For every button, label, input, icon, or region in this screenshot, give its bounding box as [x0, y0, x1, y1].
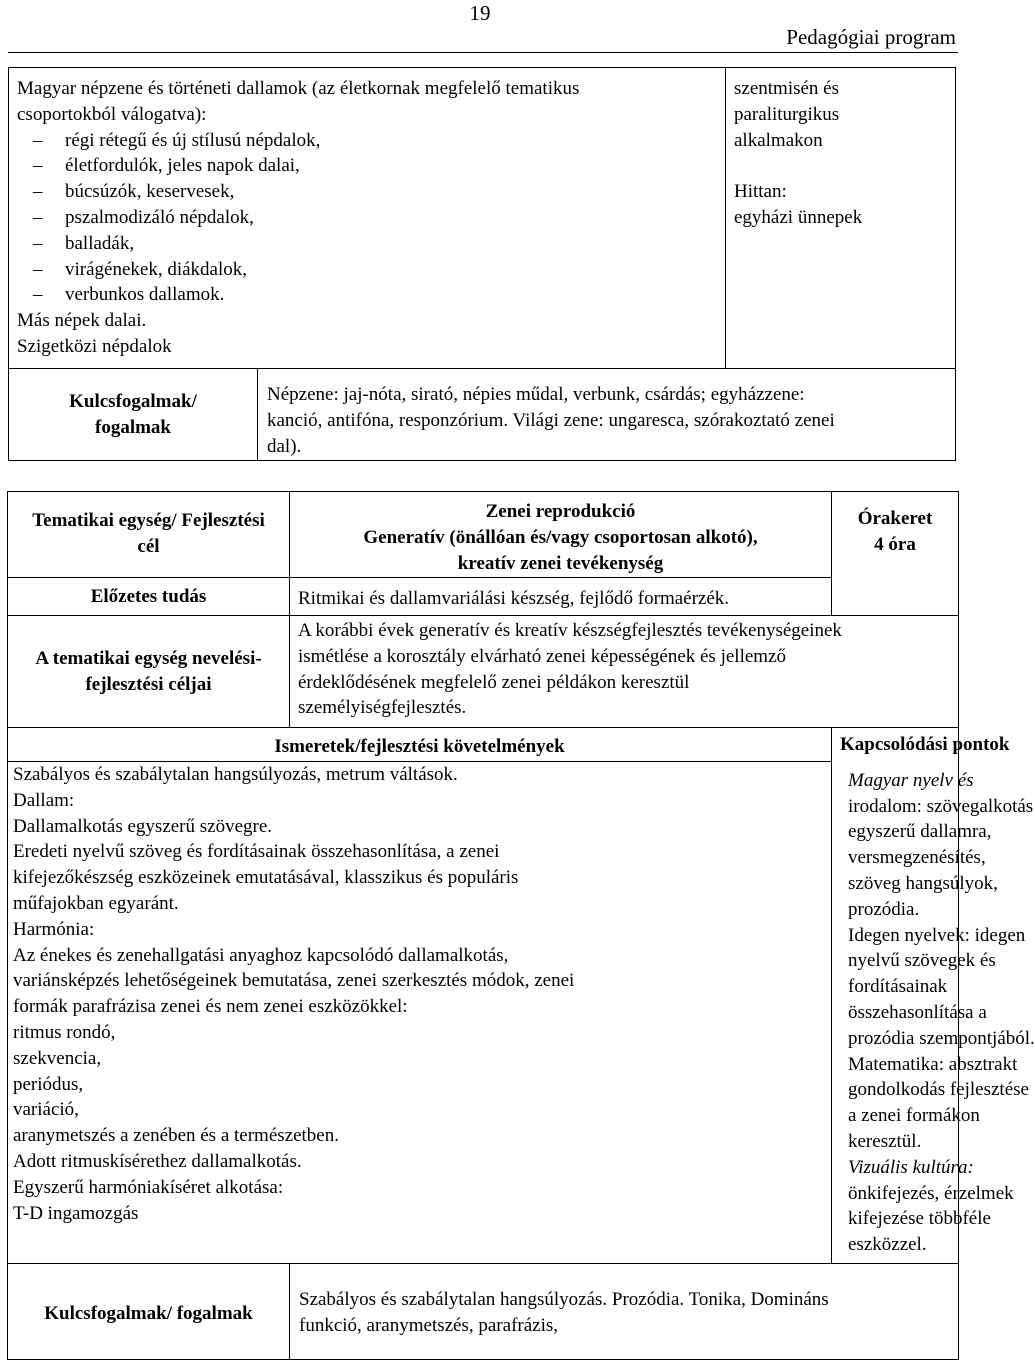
requirement-line: Adott ritmuskísérethez dallamalkotás.	[13, 1150, 302, 1172]
content-list-item: – virágénekek, diákdalok,	[17, 257, 717, 283]
connection-line: gondolkodás fejlesztése	[848, 1079, 1029, 1101]
hours-value: 4 óra	[874, 533, 916, 555]
requirement-line: Szabályos és szabálytalan hangsúlyozás, metrum váltások.	[13, 764, 458, 785]
content-row	[9, 68, 956, 369]
goals-line: személyiségfejlesztés.	[298, 697, 467, 719]
running-header-title: Pedagógiai program	[786, 25, 956, 49]
unit-title-label-line: cél	[137, 535, 160, 557]
requirement-line: Harmónia:	[13, 918, 95, 940]
key-concepts-label-cell	[9, 369, 258, 461]
connection-line: Idegen nyelvek: idegen	[848, 924, 1026, 946]
requirement-line: T-D ingamozgás	[13, 1202, 139, 1224]
unit-title-line: Generatív (önállóan és/vagy csoportosan alkotó),	[363, 526, 758, 548]
unit-title-cell	[290, 492, 832, 578]
content-list-item: – balladák,	[17, 231, 717, 257]
connection-line: kifejezése többféle	[848, 1208, 991, 1230]
requirement-line: Egyszerű harmóniakíséret alkotása:	[13, 1176, 284, 1198]
prior-knowledge-label: Előzetes tudás	[90, 585, 207, 607]
prior-knowledge-cell	[290, 578, 832, 616]
unit-title-label-cell	[8, 492, 290, 578]
prior-knowledge-text: Ritmikai és dallamvariálási készség, fejlődő formaérzék.	[298, 587, 730, 609]
connection-line: Matematika: absztrakt	[848, 1053, 1018, 1075]
content-intro-line: csoportokból válogatva):	[17, 103, 207, 125]
previous-unit-table	[8, 67, 956, 461]
connections-header: Kapcsolódási pontok	[840, 734, 1010, 755]
connection-line: szöveg hangsúlyok,	[848, 872, 998, 894]
unit-key-concepts-line: Szabályos és szabálytalan hangsúlyozás. Prozódia. Tonika, Domináns	[299, 1289, 829, 1310]
unit-key-concepts-cell	[290, 1264, 959, 1360]
connection-line: Hittan:	[734, 181, 787, 203]
requirement-line: kifejezőkészség eszközeinek emutatásával, klasszikus és populáris	[13, 867, 519, 889]
requirement-line: Dallamalkotás egyszerű szövegre.	[13, 815, 273, 837]
connections-cell	[726, 68, 956, 369]
connection-line: eszközzel.	[848, 1234, 927, 1256]
connection-line: alkalmakon	[734, 129, 823, 151]
connection-line: összehasonlítása a	[848, 1001, 987, 1023]
content-cell	[9, 68, 726, 369]
requirement-line: variánsképzés lehetőségeinek bemutatása, zenei szerkesztés módok, zenei	[13, 970, 575, 992]
content-tail-line: Szigetközi népdalok	[17, 335, 172, 357]
requirements-header: Ismeretek/fejlesztési követelmények	[274, 735, 565, 757]
prior-knowledge-row	[8, 578, 959, 616]
key-concepts-label-line: Kulcsfogalmak/	[69, 390, 197, 412]
connections-cell	[832, 728, 1035, 1264]
connection-line: önkifejezés, érzelmek	[848, 1182, 1014, 1204]
goals-label-line: A tematikai egység nevelési-	[35, 647, 262, 669]
requirements-row	[8, 762, 959, 1264]
hours-cell	[832, 492, 959, 616]
unit-key-concepts-label: Kulcsfogalmak/ fogalmak	[44, 1302, 253, 1324]
connection-line: egyszerű dallamra,	[848, 821, 992, 843]
requirement-line: szekvencia,	[13, 1047, 102, 1069]
connection-line: keresztül.	[848, 1130, 922, 1152]
unit-title-line: Zenei reprodukció	[485, 501, 636, 522]
requirement-line: periódus,	[13, 1073, 84, 1095]
key-concepts-label-line: fogalmak	[95, 416, 171, 438]
hours-label: Órakeret	[857, 508, 933, 529]
content-list-item: – verbunkos dallamok.	[17, 282, 717, 308]
connection-line: a zenei formákon	[848, 1105, 980, 1127]
connection-line: Magyar nyelv és	[848, 769, 974, 791]
content-tail-line: Más népek dalai.	[17, 310, 147, 332]
connections-list	[848, 768, 1035, 1258]
unit-title-label-line: Tematikai egység/ Fejlesztési	[32, 510, 265, 531]
key-concepts-row	[9, 369, 956, 461]
connection-line: prozódia szempontjából.	[848, 1027, 1035, 1049]
content-intro-line: Magyar népzene és történeti dallamok (az életkornak megfelelő tematikus	[17, 78, 580, 99]
key-concepts-line: dal).	[267, 435, 302, 457]
prior-knowledge-label-cell	[8, 578, 290, 616]
spacer	[734, 153, 947, 179]
content-list-item: – régi rétegű és új stílusú népdalok,	[17, 128, 717, 154]
header-rule	[8, 52, 958, 53]
connection-line: Vizuális kultúra:	[848, 1156, 974, 1178]
connection-line: paraliturgikus	[734, 103, 840, 125]
content-list-item: – életfordulók, jeles napok dalai,	[17, 153, 717, 179]
connection-line: szentmisén és	[734, 78, 840, 99]
connection-line: irodalom: szövegalkotás	[848, 795, 1034, 817]
goals-label-line: fejlesztési céljai	[85, 673, 212, 695]
requirements-cell	[8, 762, 832, 1264]
key-concepts-line: Népzene: jaj-nóta, sirató, népies műdal, verbunk, csárdás; egyházzene:	[267, 384, 805, 405]
requirement-line: műfajokban egyaránt.	[13, 892, 179, 914]
goals-label-cell	[8, 616, 290, 728]
content-list-item: – búcsúzók, keservesek,	[17, 179, 717, 205]
goals-line: ismétlése a korosztály elvárható zenei képességének és jellemző	[298, 645, 786, 667]
connection-line: prozódia.	[848, 898, 920, 920]
connection-line: fordításainak	[848, 976, 948, 998]
requirement-line: Dallam:	[13, 789, 75, 811]
requirements-list	[13, 762, 823, 1226]
page-number: 19	[469, 1, 491, 25]
requirements-header-row	[8, 728, 959, 762]
requirement-line: aranymetszés a zenében és a természetben.	[13, 1125, 339, 1147]
content-list-item: – pszalmodizáló népdalok,	[17, 205, 717, 231]
goals-cell	[290, 616, 959, 728]
unit-title-row	[8, 492, 959, 578]
requirement-line: formák parafrázisa zenei és nem zenei eszközökkel:	[13, 996, 408, 1018]
unit-key-concepts-label-cell	[8, 1264, 290, 1360]
key-concepts-line: kanció, antifóna, responzórium. Világi zene: ungaresca, szórakoztató zenei	[267, 409, 835, 431]
content-list	[17, 128, 717, 309]
key-concepts-cell	[258, 369, 956, 461]
goals-line: érdeklődésének megfelelő zenei példákon keresztül	[298, 671, 690, 693]
thematic-unit-table	[7, 491, 1035, 1360]
connection-line: nyelvű szövegek és	[848, 950, 996, 972]
connection-line: egyházi ünnepek	[734, 206, 863, 228]
requirement-line: Eredeti nyelvű szöveg és fordításainak összehasonlítása, a zenei	[13, 841, 500, 863]
unit-title-line: kreatív zenei tevékenység	[457, 552, 664, 574]
unit-key-concepts-row	[8, 1264, 959, 1360]
connection-line: versmegzenésítés,	[848, 847, 986, 869]
requirement-line: Az énekes és zenehallgatási anyaghoz kapcsolódó dallamalkotás,	[13, 944, 509, 966]
goals-line: A korábbi évek generatív és kreatív készségfejlesztés tevékenységeinek	[298, 620, 842, 641]
requirements-header-cell	[8, 728, 832, 762]
goals-row	[8, 616, 959, 728]
unit-key-concepts-line: funkció, aranymetszés, parafrázis,	[299, 1314, 559, 1336]
requirement-line: ritmus rondó,	[13, 1021, 116, 1043]
requirement-line: variáció,	[13, 1099, 79, 1121]
